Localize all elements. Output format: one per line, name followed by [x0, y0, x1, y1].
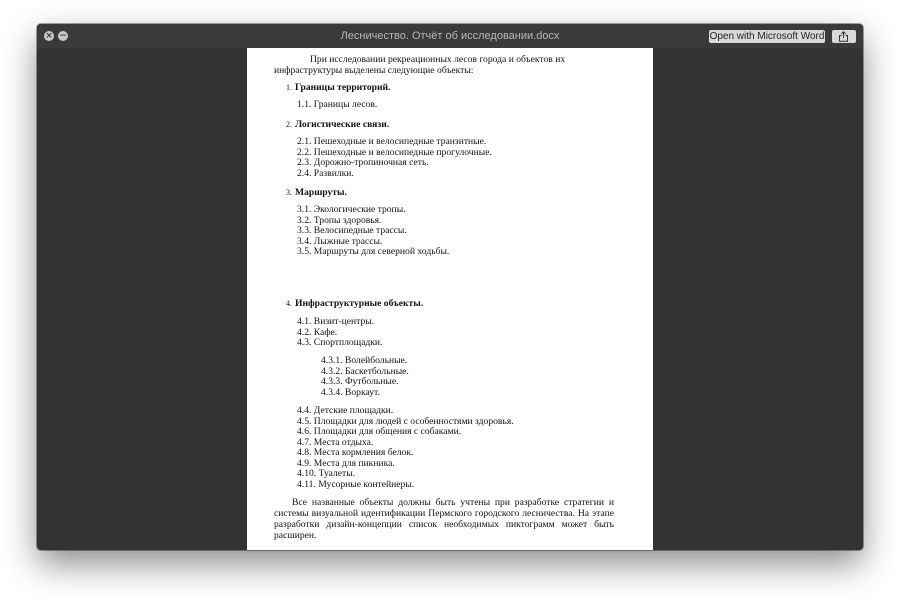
list-item: 3.1. Экологические тропы. — [297, 204, 406, 215]
list-item: 2.2. Пешеходные и велосипедные прогулочные. — [297, 146, 492, 158]
share-button[interactable] — [832, 30, 856, 43]
section-list — [297, 205, 449, 258]
list-item: 2.3. Дорожно-тропиночная сеть. — [297, 157, 429, 168]
list-item: 4.3. Спортплощадки. — [297, 337, 383, 348]
section-list — [297, 317, 382, 349]
list-item: 4.7. Места отдыха. — [297, 436, 374, 448]
list-item: 4.3.2. Баскетбольные. — [321, 365, 409, 377]
list-item: 4.1. Визит-центры. — [297, 316, 375, 327]
list-item: 4.4. Детские площадки. — [297, 405, 394, 416]
list-item: 3.2. Тропы здоровья. — [297, 214, 382, 226]
list-item: 4.3.4. Воркаут. — [321, 386, 380, 398]
list-item: 4.11. Мусорные контейнеры. — [297, 478, 415, 490]
quicklook-window — [37, 24, 863, 550]
list-item: 4.10. Туалеты. — [297, 468, 356, 479]
list-item: 4.8. Места кормления белок. — [297, 447, 414, 458]
list-item: 4.9. Места для пикника. — [297, 457, 395, 469]
list-item: 2.4. Развилки. — [297, 167, 354, 179]
open-with-word-button[interactable]: Open with Microsoft Word — [709, 31, 825, 42]
list-item: 1.1. Границы лесов. — [297, 99, 378, 110]
list-item: 4.3.1. Волейбольные. — [321, 355, 408, 366]
section-heading: 4. Инфраструктурные объекты. — [286, 298, 424, 309]
intro-paragraph: При исследовании рекреационных лесов города и объектов их инфраструктуры выделены следующие объекты: — [274, 54, 566, 76]
list-item: 4.3.3. Футбольные. — [321, 376, 399, 387]
section-list — [297, 406, 514, 490]
subsection-list — [321, 356, 409, 398]
document-page — [247, 48, 653, 550]
list-item: 3.4. Лыжные трассы. — [297, 235, 383, 247]
section-list — [297, 100, 377, 111]
title-bar — [37, 24, 863, 48]
list-item: 4.2. Кафе. — [297, 326, 338, 338]
list-item: 4.6. Площадки для общения с собаками. — [297, 426, 462, 437]
list-item: 3.3. Велосипедные трассы. — [297, 225, 407, 236]
minimize-icon[interactable]: − — [59, 31, 67, 41]
window-title: Лесничество. Отчёт об исследовании.docx — [340, 30, 560, 42]
section-heading: 2. Логистические связи. — [286, 119, 390, 130]
list-item: 3.5. Маршруты для северной ходьбы. — [297, 246, 450, 257]
section-heading: 1. Границы территорий. — [286, 82, 391, 93]
section-heading: 3. Маршруты. — [286, 187, 347, 198]
share-icon — [838, 31, 849, 42]
outro-paragraph: Все названные объекты должны быть учтены при разработке стратегии и системы визуальной идентификации Пермского городского лесничества. На этапе разработки дизайн-концепции список необходимых пиктограмм может быть расширен. — [274, 497, 614, 541]
section-list — [297, 137, 492, 179]
list-item: 2.1. Пешеходные и велосипедные транзитные. — [297, 136, 487, 147]
close-icon[interactable]: × — [45, 31, 53, 41]
list-item: 4.5. Площадки для людей с особенностями здоровья. — [297, 415, 514, 427]
